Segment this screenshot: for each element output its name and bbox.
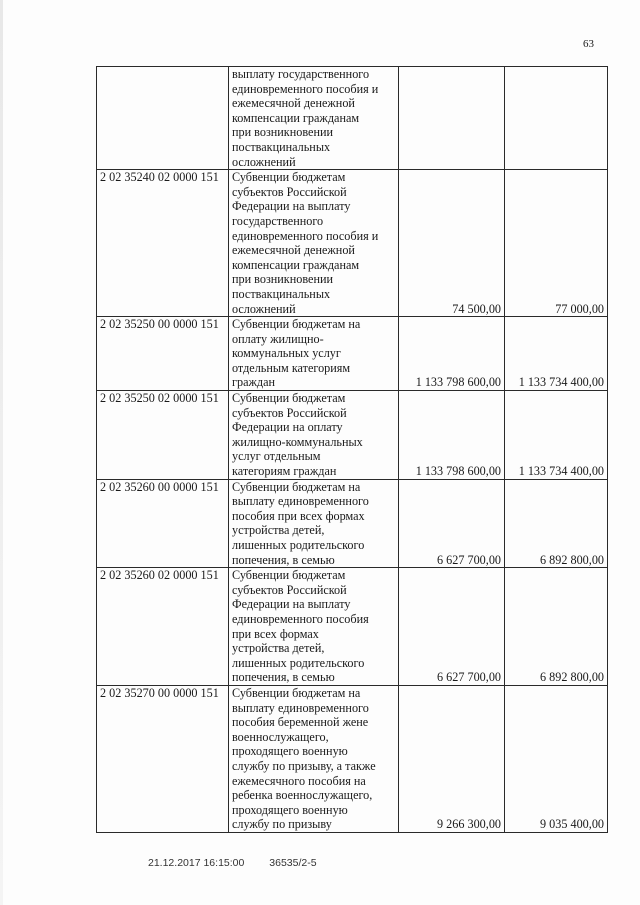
description-line: граждан bbox=[232, 375, 276, 390]
description-line: Федерации на выплату bbox=[232, 199, 351, 214]
amount-2018-cell: 1 133 798 600,00 bbox=[399, 317, 505, 391]
description-cell bbox=[229, 67, 399, 170]
description-line: жилищно-коммунальных bbox=[232, 434, 363, 449]
description-cell bbox=[229, 479, 399, 568]
description-line: ежемесячной денежной bbox=[232, 243, 355, 258]
amount-2019-cell: 6 892 800,00 bbox=[505, 479, 608, 568]
description-line: службу по призыву, а также bbox=[232, 758, 376, 773]
amount-2018-cell: 6 627 700,00 bbox=[399, 568, 505, 686]
amount-2019-cell: 77 000,00 bbox=[505, 170, 608, 317]
description-line: лишенных родительского bbox=[232, 538, 365, 552]
amount-2018-cell: 9 266 300,00 bbox=[399, 685, 505, 832]
description-line: военнослужащего, bbox=[232, 729, 329, 744]
description-line: при всех формах bbox=[232, 626, 319, 641]
description-line: попечения, в семью bbox=[232, 670, 335, 685]
description-cell bbox=[229, 685, 399, 832]
footer bbox=[148, 857, 339, 869]
amount-2018-cell: 1 133 798 600,00 bbox=[399, 391, 505, 480]
description-line: единовременного пособия bbox=[232, 611, 369, 626]
description-line: единовременного пособия и bbox=[232, 81, 379, 96]
description-cell bbox=[229, 317, 399, 391]
description-cell bbox=[229, 170, 399, 317]
amount-2019-cell bbox=[505, 67, 608, 170]
table-row bbox=[97, 170, 608, 317]
description-line: осложнений bbox=[232, 154, 296, 169]
amount-2018-cell bbox=[399, 67, 505, 170]
description-line: категориям граждан bbox=[232, 464, 337, 479]
budget-code-cell: 2 02 35240 02 0000 151 bbox=[97, 170, 229, 317]
amount-2019-cell: 6 892 800,00 bbox=[505, 568, 608, 686]
table-row bbox=[97, 568, 608, 686]
description-line: Федерации на оплату bbox=[232, 420, 343, 435]
scan-edge bbox=[0, 0, 3, 905]
description-line: устройства детей, bbox=[232, 641, 325, 656]
description-line: ребенка военнослужащего, bbox=[232, 788, 373, 803]
description-line: при возникновении bbox=[232, 125, 334, 140]
description-line: пособия при всех формах bbox=[232, 508, 365, 523]
description-line: Федерации на выплату bbox=[232, 597, 351, 612]
description-line: компенсации гражданам bbox=[232, 257, 360, 272]
description-line: попечения, в семью bbox=[232, 552, 335, 567]
description-line: поствакцинальных bbox=[232, 286, 331, 301]
budget-code-cell: 2 02 35250 02 0000 151 bbox=[97, 391, 229, 480]
description-line: ежемесячного пособия на bbox=[232, 773, 366, 788]
description-line: государственного bbox=[232, 213, 324, 228]
description-line: единовременного пособия и bbox=[232, 228, 379, 243]
description-line: отдельным категориям bbox=[232, 360, 351, 375]
table-row bbox=[97, 67, 608, 170]
page-number: 63 bbox=[583, 38, 594, 50]
description-line: проходящего военную bbox=[232, 744, 348, 759]
description-line: поствакцинальных bbox=[232, 139, 331, 154]
footer-datetime: 21.12.2017 16:15:00 bbox=[148, 857, 245, 869]
table-row bbox=[97, 685, 608, 832]
budget-code-cell: 2 02 35250 00 0000 151 bbox=[97, 317, 229, 391]
table-body bbox=[97, 67, 608, 833]
description-line: выплату государственного bbox=[232, 67, 370, 81]
budget-table bbox=[96, 66, 608, 833]
table-row bbox=[97, 479, 608, 568]
footer-doc-id: 36535/2-5 bbox=[269, 857, 317, 869]
description-line: Субвенции бюджетам на bbox=[232, 479, 361, 494]
description-line: Субвенции бюджетам bbox=[232, 568, 346, 583]
amount-2018-cell: 6 627 700,00 bbox=[399, 479, 505, 568]
budget-code-cell bbox=[97, 67, 229, 170]
description-line: осложнений bbox=[232, 301, 296, 316]
amount-2018-cell: 74 500,00 bbox=[399, 170, 505, 317]
description-line: субъектов Российской bbox=[232, 582, 347, 597]
description-line: при возникновении bbox=[232, 272, 334, 287]
description-cell bbox=[229, 568, 399, 686]
description-cell bbox=[229, 391, 399, 480]
amount-2019-cell: 1 133 734 400,00 bbox=[505, 317, 608, 391]
budget-code-cell: 2 02 35260 00 0000 151 bbox=[97, 479, 229, 568]
description-line: проходящего военную bbox=[232, 802, 348, 817]
description-line: Субвенции бюджетам на bbox=[232, 685, 361, 700]
budget-code-cell: 2 02 35270 00 0000 151 bbox=[97, 685, 229, 832]
amount-2019-cell: 1 133 734 400,00 bbox=[505, 391, 608, 480]
description-line: выплату единовременного bbox=[232, 494, 369, 509]
description-line: коммунальных услуг bbox=[232, 346, 341, 361]
description-line: службу по призыву bbox=[232, 817, 332, 832]
description-line: выплату единовременного bbox=[232, 700, 369, 715]
description-line: лишенных родительского bbox=[232, 655, 365, 670]
description-line: Субвенции бюджетам bbox=[232, 170, 346, 185]
description-line: ежемесячной денежной bbox=[232, 96, 355, 111]
table-row bbox=[97, 391, 608, 480]
description-line: оплату жилищно- bbox=[232, 331, 324, 346]
description-line: услуг отдельным bbox=[232, 449, 321, 464]
description-line: устройства детей, bbox=[232, 523, 325, 538]
amount-2019-cell: 9 035 400,00 bbox=[505, 685, 608, 832]
description-line: субъектов Российской bbox=[232, 405, 347, 420]
description-line: компенсации гражданам bbox=[232, 110, 360, 125]
description-line: Субвенции бюджетам bbox=[232, 391, 346, 406]
table-row bbox=[97, 317, 608, 391]
description-line: субъектов Российской bbox=[232, 184, 347, 199]
budget-code-cell: 2 02 35260 02 0000 151 bbox=[97, 568, 229, 686]
description-line: пособия беременной жене bbox=[232, 715, 369, 730]
description-line: Субвенции бюджетам на bbox=[232, 317, 361, 332]
